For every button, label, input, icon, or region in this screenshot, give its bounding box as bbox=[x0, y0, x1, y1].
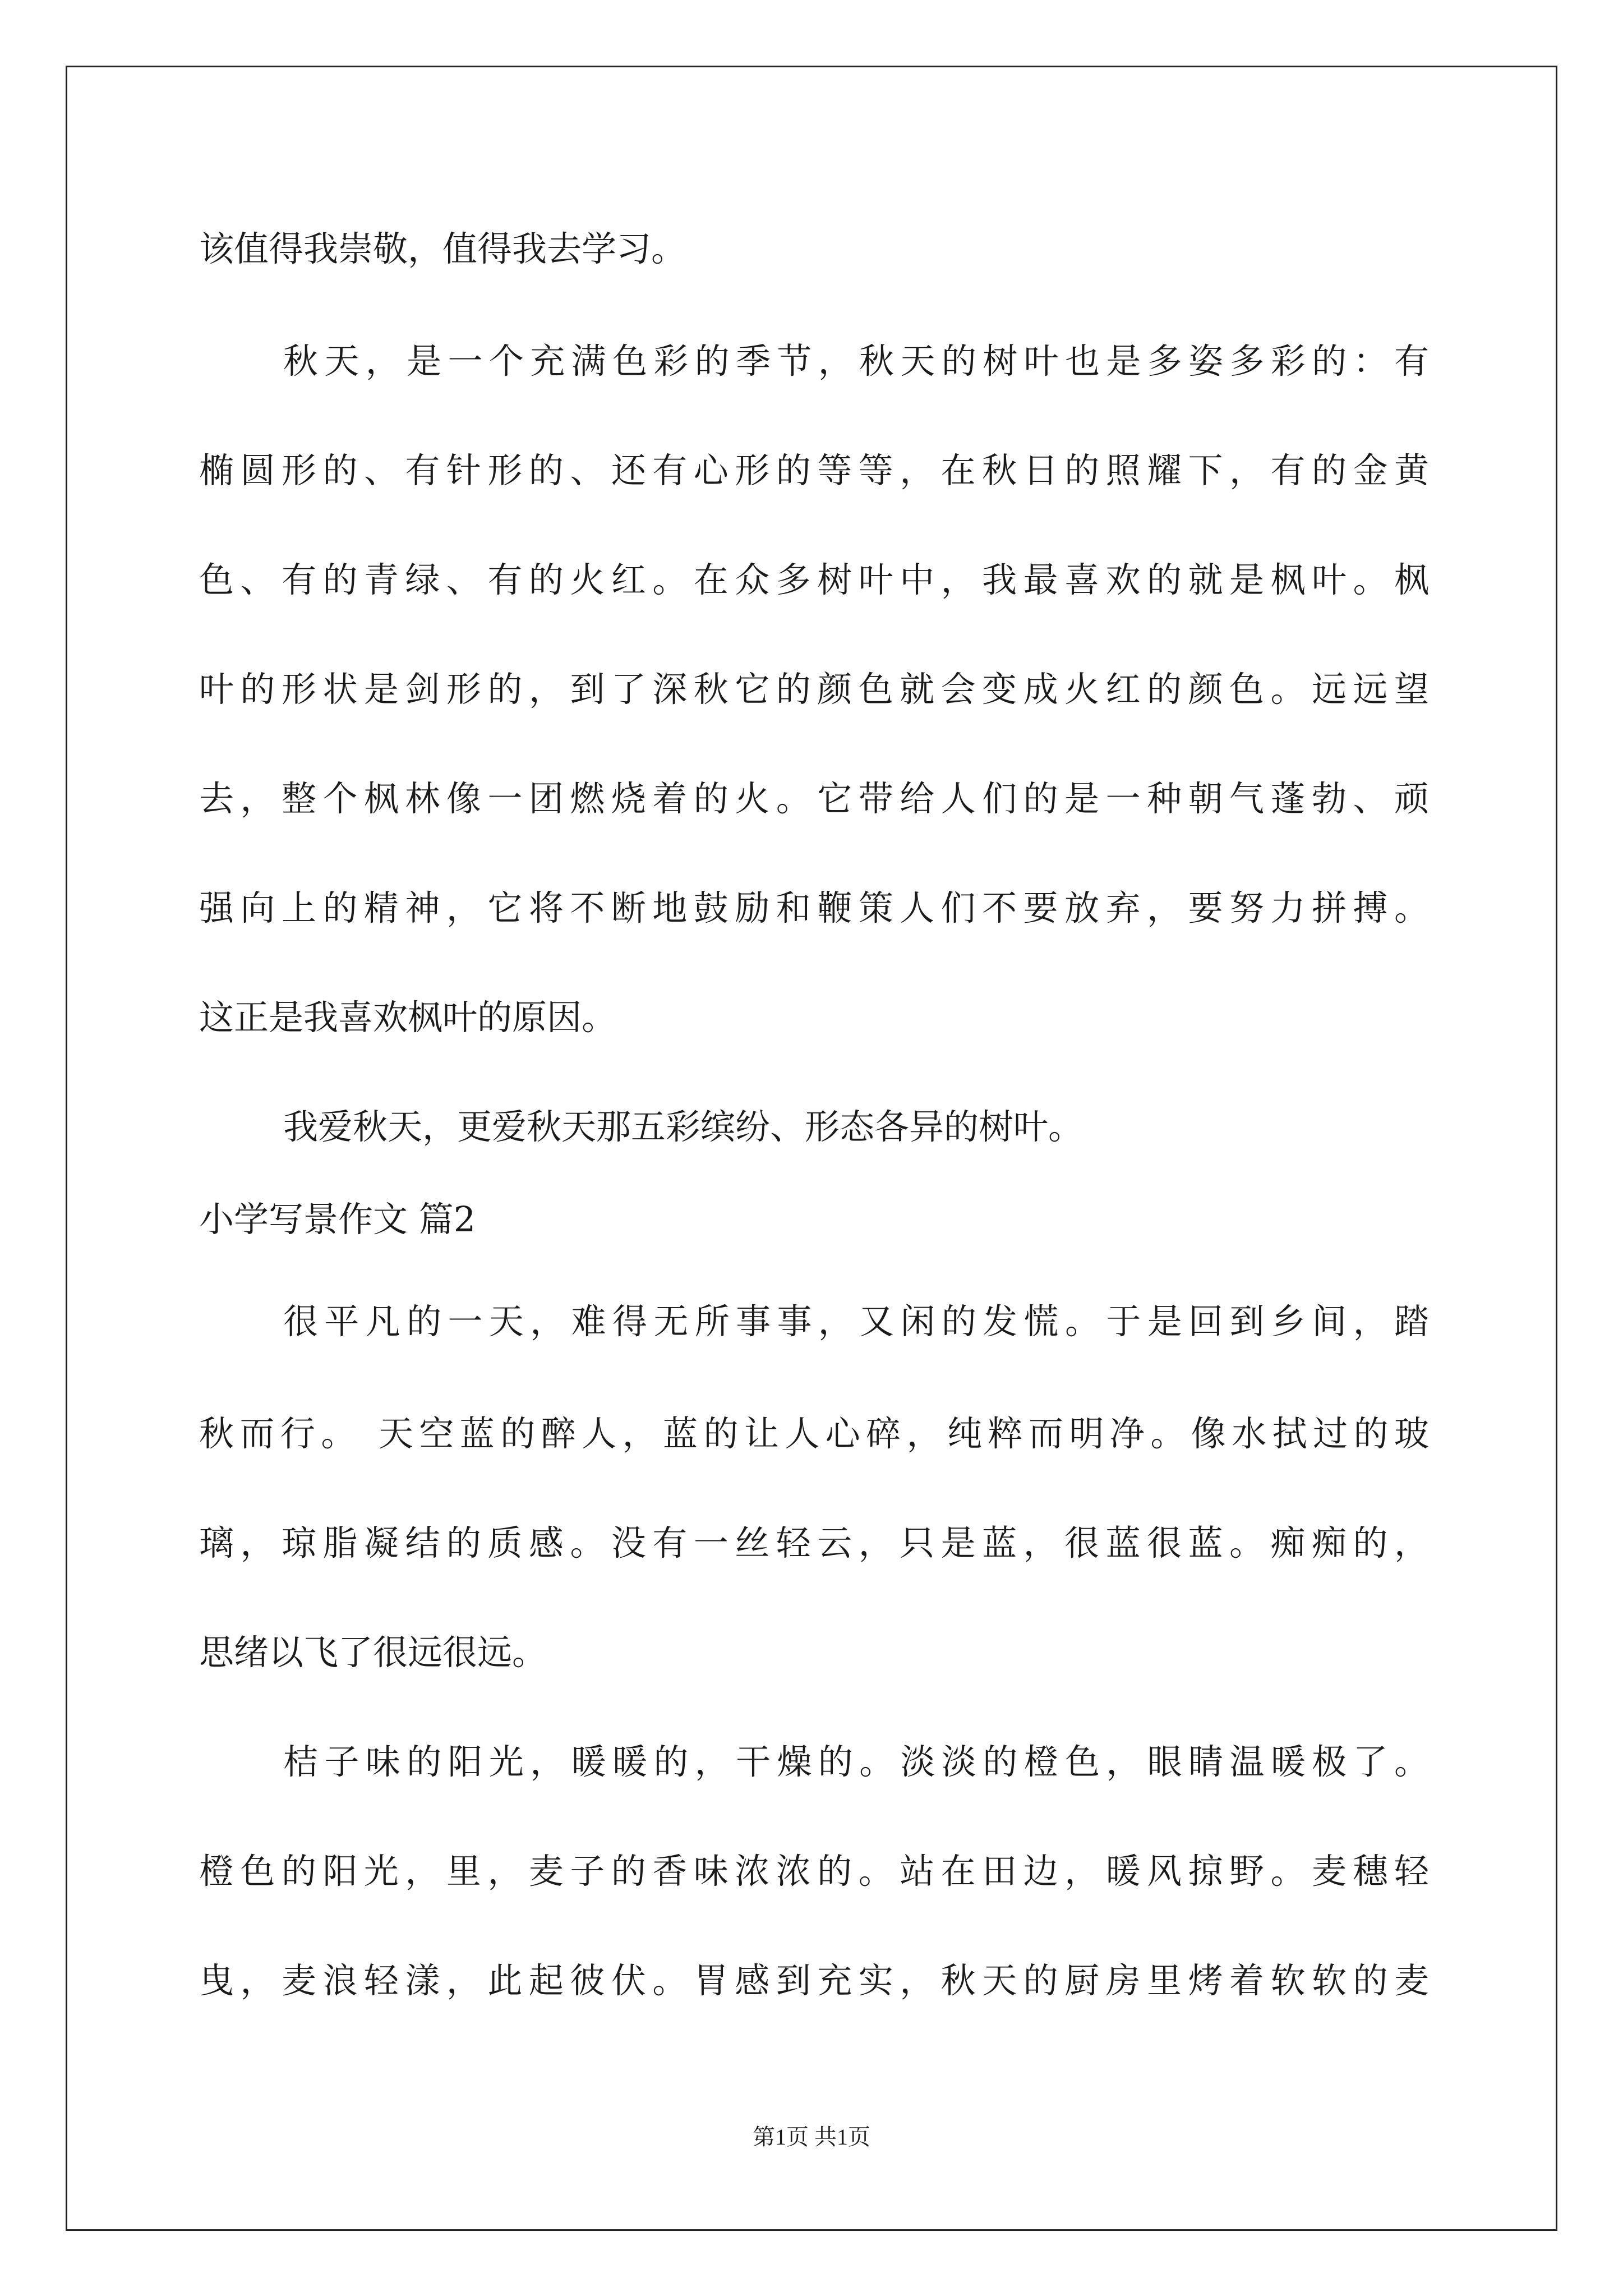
text-line: 璃，琼脂凝结的质感。没有一丝轻云，只是蓝，很蓝很蓝。痴痴的， bbox=[199, 1522, 1429, 1563]
text-line: 秋而行。 天空蓝的醉人，蓝的让人心碎，纯粹而明净。像水拭过的玻 bbox=[199, 1413, 1429, 1454]
text-line: 这正是我喜欢枫叶的原因。 bbox=[199, 997, 617, 1038]
text-line: 橙色的阳光，里，麦子的香味浓浓的。站在田边，暖风掠野。麦穗轻 bbox=[199, 1851, 1429, 1892]
page-number-footer: 第1页 共1页 bbox=[753, 2124, 870, 2150]
text-line: 色、有的青绿、有的火红。在众多树叶中，我最喜欢的就是枫叶。枫 bbox=[199, 559, 1429, 600]
text-line: 很平凡的一天，难得无所事事，又闲的发慌。于是回到乡间，踏 bbox=[283, 1301, 1429, 1342]
text-line: 椭圆形的、有针形的、还有心形的等等，在秋日的照耀下，有的金黄 bbox=[199, 450, 1429, 491]
text-line: 思绪以飞了很远很远。 bbox=[199, 1632, 547, 1673]
text-line: 强向上的精神，它将不断地鼓励和鞭策人们不要放弃，要努力拼搏。 bbox=[199, 887, 1429, 928]
page-border bbox=[66, 66, 1557, 2231]
text-line: 该值得我崇敬，值得我去学习。 bbox=[199, 228, 686, 269]
text-line: 叶的形状是剑形的，到了深秋它的颜色就会变成火红的颜色。远远望 bbox=[199, 669, 1429, 710]
text-line: 我爱秋天，更爱秋天那五彩缤纷、形态各异的树叶。 bbox=[283, 1106, 1083, 1147]
text-line: 去，整个枫林像一团燃烧着的火。它带给人们的是一种朝气蓬勃、顽 bbox=[199, 778, 1429, 819]
text-line: 桔子味的阳光，暖暖的，干燥的。淡淡的橙色，眼睛温暖极了。 bbox=[283, 1741, 1429, 1782]
text-line: 曳，麦浪轻漾，此起彼伏。胃感到充实，秋天的厨房里烤着软软的麦 bbox=[199, 1960, 1429, 2001]
text-line: 秋天，是一个充满色彩的季节，秋天的树叶也是多姿多彩的：有 bbox=[283, 341, 1429, 381]
section-heading: 小学写景作文 篇2 bbox=[199, 1199, 476, 1240]
